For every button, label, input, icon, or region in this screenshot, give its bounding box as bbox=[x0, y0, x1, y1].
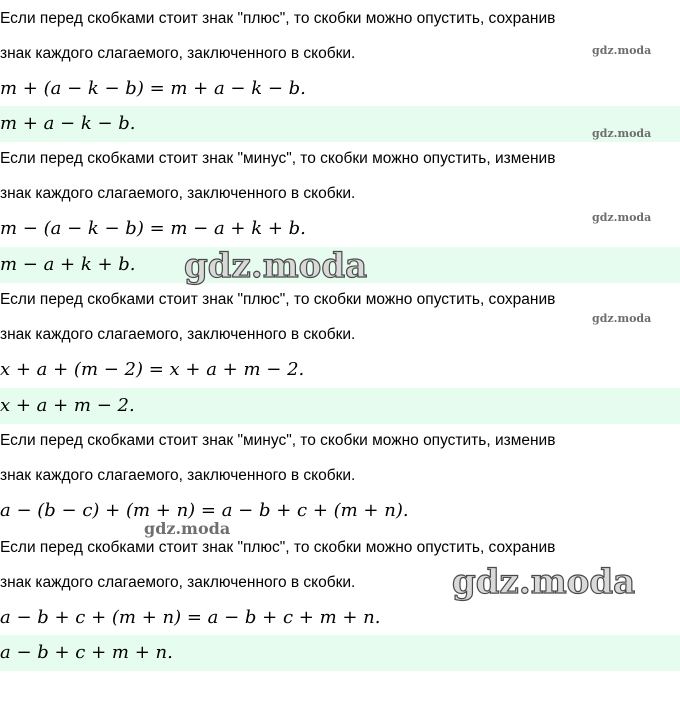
rule-text: Если перед скобками стоит знак "плюс", то скобки можно опустить, сохранив bbox=[0, 539, 556, 556]
watermark: gdz.moda bbox=[144, 519, 231, 538]
answer-row: m − a + k + b. bbox=[0, 247, 680, 283]
rule-text: Если перед скобками стоит знак "плюс", то скобки можно опустить, сохранив bbox=[0, 10, 556, 27]
watermark: gdz.moda bbox=[592, 127, 652, 140]
rule-text: Если перед скобками стоит знак "минус", то скобки можно опустить, изменив bbox=[0, 150, 556, 167]
watermark: gdz.moda bbox=[592, 211, 652, 224]
formula: x + a + (m − 2) = x + a + m − 2. bbox=[0, 359, 305, 380]
formula: a − (b − c) + (m + n) = a − b + c + (m + n). bbox=[0, 500, 409, 521]
answer-row: a − b + c + m + n. bbox=[0, 635, 680, 671]
rule-text: Если перед скобками стоит знак "минус", то скобки можно опустить, изменив bbox=[0, 432, 556, 449]
formula: m + (a − k − b) = m + a − k − b. bbox=[0, 78, 306, 99]
formula: a − b + c + (m + n) = a − b + c + m + n. bbox=[0, 607, 381, 628]
rule-text: знак каждого слагаемого, заключенного в скобки. bbox=[0, 326, 356, 343]
answer-row: m + a − k − b. bbox=[0, 106, 680, 142]
watermark-large: gdz.moda bbox=[184, 246, 368, 286]
watermark: gdz.moda bbox=[592, 44, 652, 57]
rule-text: знак каждого слагаемого, заключенного в скобки. bbox=[0, 467, 356, 484]
rule-text: знак каждого слагаемого, заключенного в скобки. bbox=[0, 185, 356, 202]
rule-text: знак каждого слагаемого, заключенного в скобки. bbox=[0, 574, 356, 591]
watermark: gdz.moda bbox=[592, 312, 652, 325]
rule-text: знак каждого слагаемого, заключенного в скобки. bbox=[0, 45, 356, 62]
watermark-large: gdz.moda bbox=[452, 562, 636, 602]
answer-row: x + a + m − 2. bbox=[0, 388, 680, 424]
rule-text: Если перед скобками стоит знак "плюс", то скобки можно опустить, сохранив bbox=[0, 291, 556, 308]
formula: m − (a − k − b) = m − a + k + b. bbox=[0, 218, 306, 239]
